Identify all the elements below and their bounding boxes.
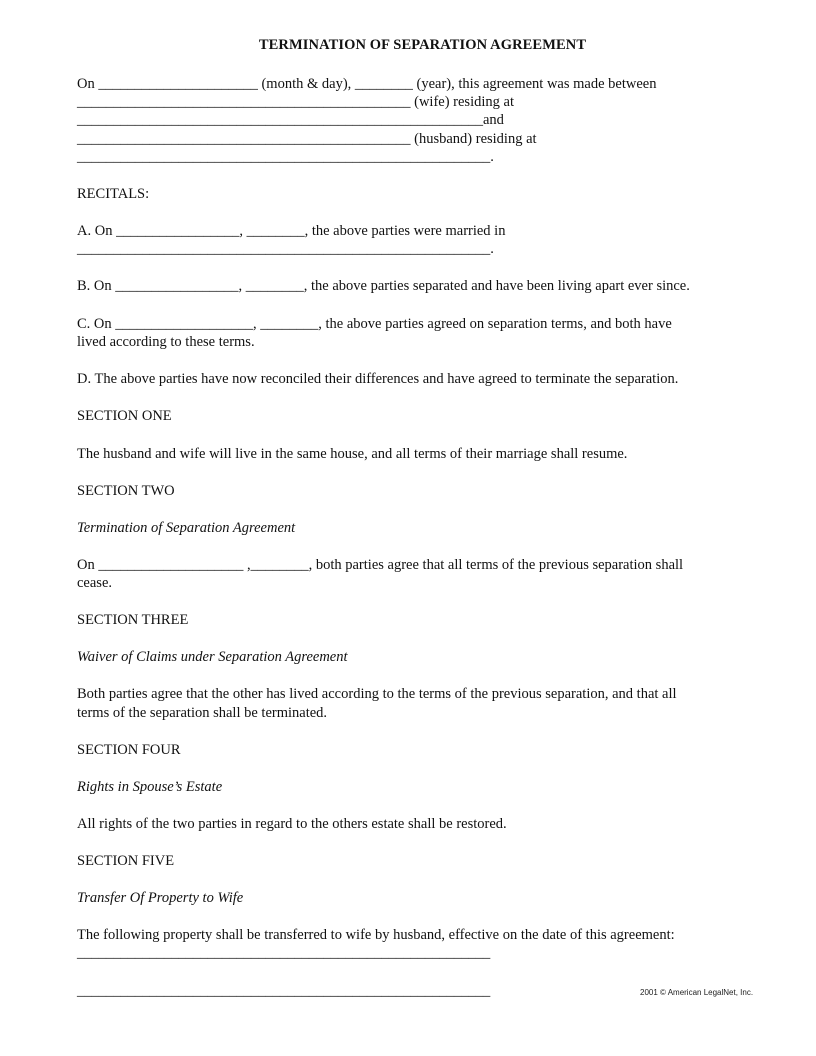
recital-c-line-2: lived according to these terms. xyxy=(77,334,255,350)
intro-line-4: ______________________________________________ (husband) residing at xyxy=(77,131,537,147)
section-one-body: The husband and wife will live in the same house, and all terms of their marriage shall resume. xyxy=(77,446,628,462)
intro-line-1: On ______________________ (month & day), ________ (year), this agreement was made between xyxy=(77,76,657,92)
intro-line-5: _________________________________________________________. xyxy=(77,149,494,165)
recital-b: B. On _________________, ________, the above parties separated and have been living apart ever since. xyxy=(77,278,690,294)
document-title: TERMINATION OF SEPARATION AGREEMENT xyxy=(258,37,587,53)
section-four-heading: SECTION FOUR xyxy=(77,742,181,758)
section-two-heading: SECTION TWO xyxy=(77,483,175,499)
section-two-subtitle: Termination of Separation Agreement xyxy=(77,520,296,536)
section-two-body-line-2: cease. xyxy=(77,575,113,591)
section-four-body: All rights of the two parties in regard to the others estate shall be restored. xyxy=(77,816,507,832)
section-three-body-line-2: terms of the separation shall be terminated. xyxy=(77,705,328,721)
section-five-heading: SECTION FIVE xyxy=(77,853,175,869)
recital-c-line-1: C. On ___________________, ________, the above parties agreed on separation terms, and both have xyxy=(77,316,672,332)
recital-a-line-2: _________________________________________________________. xyxy=(77,241,494,257)
recital-a-line-1: A. On _________________, ________, the above parties were married in xyxy=(77,223,506,239)
section-five-subtitle: Transfer Of Property to Wife xyxy=(77,890,244,906)
section-three-subtitle: Waiver of Claims under Separation Agreement xyxy=(77,649,348,665)
section-three-body-line-1: Both parties agree that the other has lived according to the terms of the previous separation, and that all xyxy=(77,686,677,702)
intro-line-3: ________________________________________________________and xyxy=(77,112,504,128)
copyright-footer: 2001 © American LegalNet, Inc. xyxy=(640,988,754,997)
section-one-heading: SECTION ONE xyxy=(77,408,172,424)
recitals-heading: RECITALS: xyxy=(77,186,150,202)
section-five-body: The following property shall be transferred to wife by husband, effective on the date of this agreement: xyxy=(77,927,675,943)
property-blank-line-2: _________________________________________________________ xyxy=(77,983,491,999)
section-two-body-line-1: On ____________________ ,________, both parties agree that all terms of the previous separation shall xyxy=(77,557,684,573)
section-four-subtitle: Rights in Spouse’s Estate xyxy=(77,779,223,795)
intro-line-2: ______________________________________________ (wife) residing at xyxy=(77,94,514,110)
recital-d: D. The above parties have now reconciled their differences and have agreed to terminate the separation. xyxy=(77,371,679,387)
section-three-heading: SECTION THREE xyxy=(77,612,189,628)
property-blank-line-1: _________________________________________________________ xyxy=(77,945,491,961)
